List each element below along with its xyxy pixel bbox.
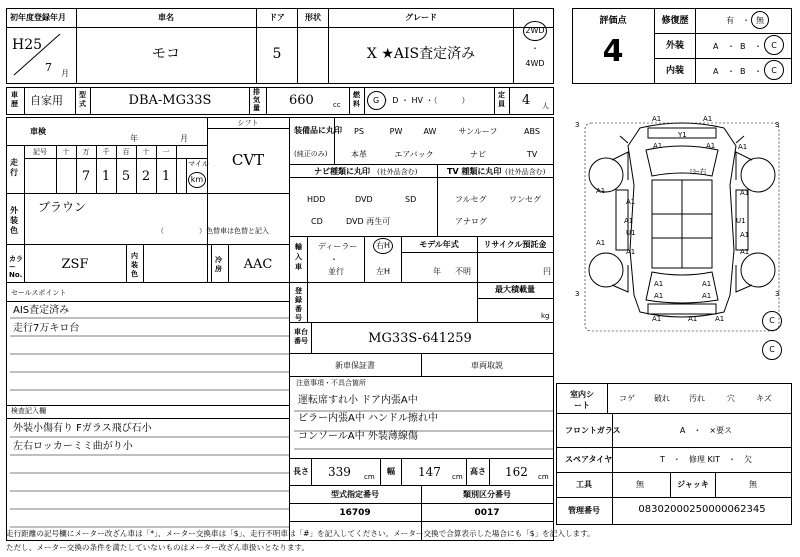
notes-line-2: コンソールA中 外装薄線傷 (298, 431, 418, 442)
mark-20: A1 (652, 315, 662, 323)
shift-label: シフト (237, 119, 259, 127)
seat-tear: 破れ (654, 394, 670, 403)
class-label: 類別区分番号 (463, 490, 511, 499)
recycle-label: リサイクル預託金 (483, 240, 547, 249)
seats-label: 室内シート (570, 390, 594, 410)
capacity-label: 定員 (498, 91, 505, 108)
footer-line-1: 走行距離の記号欄にメーター改ざん車は「*」、メーター交換車は「$」、走行不明車は「#」を記入してください。メーター交換で合算表示した場合にも「$」を記入します。 (6, 529, 595, 538)
seat-scratch: キズ (756, 394, 772, 403)
height-unit: cm (538, 473, 549, 481)
mark-3: A1 (706, 142, 716, 150)
height-value: 162 (505, 465, 528, 479)
length-label: 長さ (293, 467, 309, 476)
registration-label: 登録番号 (295, 287, 302, 322)
mileage-digit-0: 7 (81, 169, 91, 184)
glass-label: フロントガラス (565, 426, 621, 435)
chassis-label: 車台番号 (294, 328, 308, 345)
score-value: 4 (602, 34, 624, 69)
first-reg-month: 7 (45, 61, 52, 74)
mark-15: A1 (740, 248, 750, 256)
chassis-value: MG33S-641259 (368, 331, 472, 346)
grade-label: グレード (405, 13, 437, 22)
spare-value: T ・ 修理 KIT ・ 欠 (660, 455, 752, 464)
inspector-line-0: 外装小傷有り Fガラス飛び石小 (13, 423, 152, 434)
mark-0: A1 (652, 115, 662, 123)
equip-tv: TV (526, 150, 538, 159)
fuel-label: 燃料 (353, 91, 360, 108)
doc-warranty: 新車保証書 (335, 361, 375, 370)
color-value: ブラウン (38, 200, 87, 214)
sales-line-0: AIS査定済み (13, 305, 70, 316)
inspection-year-unit: 年 (130, 134, 138, 143)
tire-mark-rl: 3 (575, 290, 580, 298)
width-value: 147 (418, 465, 441, 479)
nav-label: ナビ種類に丸印 (314, 167, 370, 176)
drive-4wd: 4WD (525, 59, 545, 68)
equip-pw: PW (389, 127, 403, 136)
color-no-value: ZSF (61, 257, 89, 272)
cc-value: 660 (289, 93, 314, 108)
import-dealer: ディーラー (318, 242, 358, 251)
exterior-dot1: ・ (727, 42, 735, 51)
interior-a: A (713, 67, 719, 76)
inspector-label: 検査記入欄 (11, 407, 46, 415)
mileage-digit-2: 5 (121, 169, 131, 184)
tire-mark-fr: 3 (775, 121, 780, 129)
management-label: 管理番号 (568, 506, 600, 515)
import-right-h: 右H (375, 241, 391, 250)
color-no-label: カラーNo. (9, 255, 23, 279)
equipment-label: 装備品に丸印 (294, 126, 342, 135)
mark-6: A1 (596, 187, 606, 195)
ac-label: 冷房 (215, 256, 222, 273)
mark-4: Y1 (678, 131, 687, 139)
mileage-unit-5: 一 (162, 148, 170, 156)
car-name-value: モコ (152, 46, 180, 62)
mileage-unit-4: 十 (142, 148, 150, 156)
mileage-digit-1: 1 (101, 169, 111, 184)
width-label: 幅 (387, 467, 395, 476)
seat-burn: コゲ (619, 394, 635, 403)
mark-21: A1 (688, 315, 698, 323)
mark-18: A1 (654, 292, 664, 300)
mirror-mark: ﾐﾗｰ右 (689, 168, 707, 176)
repair-no: 無 (756, 16, 764, 25)
mileage-unit-1: 万 (82, 148, 90, 156)
equip-navi: ナビ (470, 150, 486, 159)
tv-analog: アナログ (455, 217, 487, 226)
nav-hdd: HDD (307, 195, 326, 204)
inspector-line-1: 左右ロッカーミミ曲がり小 (13, 441, 133, 452)
tire-mark-rr: 3 (775, 290, 780, 298)
equipment-sub: (純正のみ) (294, 150, 328, 158)
tools-label: 工具 (576, 480, 592, 489)
equip-aw: AW (423, 127, 437, 136)
drive-2wd: 2WD (525, 26, 545, 35)
grade-value: X ★AIS査定済み (366, 46, 476, 62)
color-label: 外装色 (10, 206, 18, 235)
tire-mark-fl: 3 (575, 121, 580, 129)
equip-sunroof: サンルーフ (458, 127, 498, 136)
damage-c-2: C (769, 345, 775, 354)
management-value: 08302000250000062345 (638, 504, 766, 515)
type-value: 16709 (339, 508, 371, 518)
first-reg-label: 初年度登録年月 (10, 13, 66, 22)
model-year-label: モデル年式 (419, 240, 459, 249)
use-label: 車歴 (11, 91, 18, 108)
exterior-a: A (713, 42, 719, 51)
mark-22: A1 (715, 315, 725, 323)
sales-label: セールスポイント (11, 289, 67, 297)
width-unit: cm (452, 473, 463, 481)
mileage-digit-3: 2 (141, 169, 151, 184)
drive-sep: ・ (531, 44, 539, 53)
nav-sub: (社外品含む) (377, 168, 418, 176)
nav-dvd-play: DVD 再生可 (346, 217, 391, 226)
glass-value: A ・ ×要ス (679, 426, 733, 435)
type-label: 型式指定番号 (331, 490, 379, 499)
mark-5: A1 (738, 143, 748, 151)
recycle-unit: 円 (543, 267, 551, 276)
nav-dvd: DVD (355, 195, 373, 204)
exterior-dot2: ・ (754, 42, 762, 51)
repair-yes: 有 (726, 16, 734, 25)
interior-label: 内装 (665, 66, 685, 76)
interior-dot2: ・ (754, 67, 762, 76)
import-label: 輸入車 (295, 243, 302, 271)
equip-ps: PS (354, 127, 364, 136)
import-dot: ・ (330, 255, 338, 264)
mark-16: A1 (654, 280, 664, 288)
exterior-label: 外装 (665, 41, 685, 51)
notes-label: 注意事項・不具合箇所 (296, 379, 366, 387)
mile-label: マイル (188, 160, 209, 168)
sales-line-1: 走行7万キロ台 (13, 323, 80, 334)
capacity-value: 4 (522, 93, 531, 108)
inspection-month-unit: 月 (180, 134, 188, 143)
jack-label: ジャッキ (677, 480, 709, 489)
car-name-label: 車名 (158, 13, 174, 22)
jack-value: 無 (749, 480, 757, 489)
mark-9: A1 (624, 217, 634, 225)
interior-c: C (771, 66, 777, 75)
interior-color-label: 内装色 (131, 252, 138, 278)
import-left-h: 左H (375, 267, 391, 276)
notes-line-0: 運転席すれ小 ドア内張A中 (298, 395, 418, 406)
door-value: 5 (272, 46, 282, 62)
footer-line-2: ただし、メーター交換の条件を満たしていないものはメーター改ざん車扱いとなります。 (6, 543, 310, 552)
model-year-year: 年 (433, 267, 441, 276)
tv-fullseg: フルセグ (455, 195, 487, 204)
mark-8: A1 (740, 189, 750, 197)
mark-10: U1 (626, 229, 636, 237)
tv-sub: (社外品含む) (505, 168, 546, 176)
import-parallel: 並行 (328, 267, 344, 276)
mileage-digit-4: 1 (161, 169, 171, 184)
mark-13: A1 (596, 239, 606, 247)
notes-line-1: ピラー内張A中 ハンドル擦れ中 (298, 413, 439, 424)
interior-b: B (740, 67, 746, 76)
mark-2: A1 (653, 142, 663, 150)
mark-7: A1 (626, 198, 636, 206)
mark-12: A1 (740, 231, 750, 239)
mark-17: A1 (702, 280, 712, 288)
capacity-unit: 人 (542, 102, 549, 110)
mark-14: A1 (626, 248, 636, 256)
height-label: 高さ (470, 467, 486, 476)
exterior-c: C (771, 41, 777, 50)
inspection-label: 車検 (30, 127, 46, 136)
interior-dot1: ・ (727, 67, 735, 76)
tv-label: TV 種類に丸印 (447, 167, 502, 176)
equip-leather: 本革 (351, 150, 367, 159)
tools-value: 無 (636, 480, 644, 489)
spare-label: スペアタイヤ (565, 455, 613, 464)
first-reg-era: H25 (12, 37, 43, 53)
mileage-label: 走行 (10, 158, 18, 177)
max-load-label: 最大積載量 (495, 285, 535, 294)
damage-c-1: C (769, 316, 775, 325)
model-label: 型式 (79, 91, 86, 108)
equip-abs: ABS (524, 127, 540, 136)
score-label: 評価点 (599, 16, 627, 26)
car-diagram (585, 123, 779, 331)
mileage-unit-0: 十 (62, 148, 70, 156)
mark-1: A1 (703, 115, 713, 123)
repair-sep: ・ (742, 16, 750, 25)
class-value: 0017 (474, 508, 500, 518)
model-year-unknown: 不明 (455, 267, 471, 276)
repair-label: 修復歴 (661, 16, 689, 26)
shape-label: 形状 (305, 13, 321, 22)
length-unit: cm (364, 473, 375, 481)
nav-cd: CD (311, 217, 323, 226)
use-value: 自家用 (30, 94, 63, 107)
mark-11: U1 (736, 217, 746, 225)
exterior-b: B (740, 42, 746, 51)
cc-unit: cc (333, 101, 341, 109)
nav-sd: SD (405, 195, 417, 204)
km-label: km (190, 175, 204, 184)
ac-value: AAC (243, 257, 273, 272)
tv-oneseg: ワンセグ (509, 195, 541, 204)
length-value: 339 (328, 465, 351, 479)
shift-value: CVT (231, 151, 265, 169)
mileage-unit-3: 百 (122, 148, 130, 156)
mileage-symbol-label: 記号 (33, 148, 47, 156)
doc-manual: 車両取説 (471, 361, 503, 370)
first-reg-month-unit: 月 (61, 69, 69, 78)
max-load-unit: kg (541, 312, 550, 320)
mark-19: A1 (702, 292, 712, 300)
equip-airbag: エアバック (394, 150, 434, 159)
cc-label: 排気量 (253, 88, 260, 112)
seat-stain: 汚れ (689, 394, 705, 403)
model-value: DBA-MG33S (128, 93, 212, 108)
mileage-unit-2: 千 (102, 148, 110, 156)
color-note: （ ）色替車は色替と記入 (157, 227, 269, 235)
door-label: ドア (269, 13, 285, 22)
seat-hole: 穴 (727, 394, 735, 403)
fuel-options: G ・ D ・ HV ・（ ） (373, 96, 470, 105)
